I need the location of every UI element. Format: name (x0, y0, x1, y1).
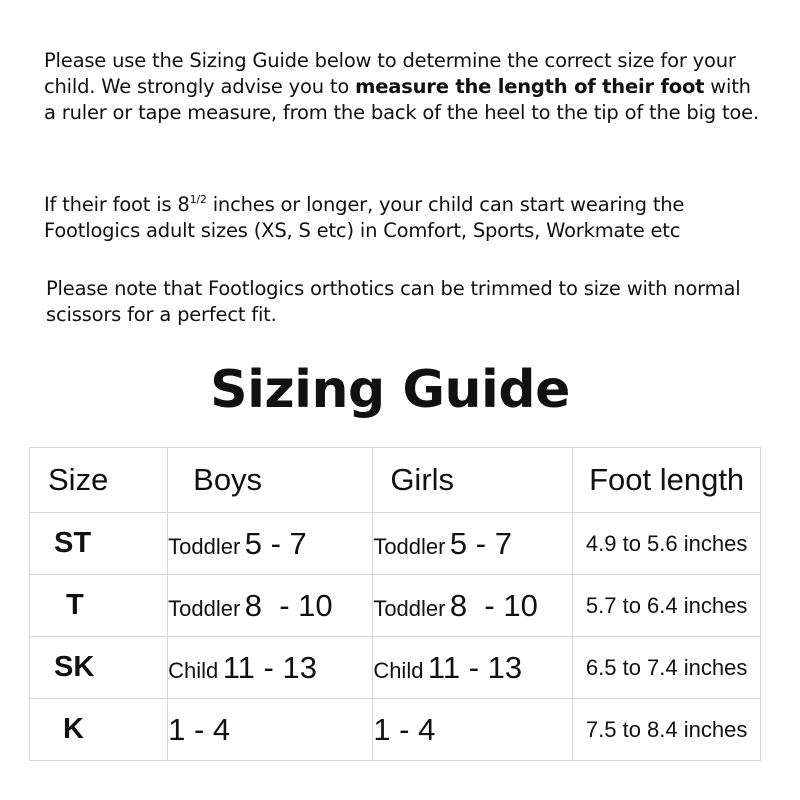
foot-length-cell: 4.9 to 5.6 inches (573, 513, 761, 575)
boys-cell (168, 575, 373, 637)
intro-text: with a ruler or tape measure, from the back of the heel to the tip of the big toe. (44, 75, 759, 124)
age-label: Toddler (373, 595, 446, 621)
superscript-fraction: 1/2 (189, 193, 207, 206)
size-range: 11 - 13 (427, 649, 523, 685)
intro-paragraph-measure (44, 48, 764, 126)
table-row (30, 513, 761, 575)
size-range: 1 - 4 (168, 711, 231, 747)
intro-text: Please use the Sizing Guide below to determine the correct size for your child. We strongly advise you to (44, 49, 736, 98)
header-girls: Girls (373, 448, 573, 513)
age-label: Toddler (168, 595, 241, 621)
intro-text: If their foot is 8 (44, 193, 190, 216)
table-row (30, 575, 761, 637)
age-label: Toddler (373, 533, 446, 559)
size-range: 1 - 4 (373, 711, 436, 747)
table-header-row (30, 448, 761, 513)
intro-bold-text: measure the length of their foot (355, 75, 705, 98)
header-boys: Boys (168, 448, 373, 513)
foot-length-cell: 5.7 to 6.4 inches (573, 575, 761, 637)
size-cell: SK (30, 637, 168, 699)
age-label: Child (373, 657, 424, 683)
size-range: 5 - 7 (449, 525, 512, 561)
sizing-table (29, 447, 761, 761)
girls-cell (373, 513, 573, 575)
size-range: 8 - 10 (244, 587, 333, 623)
size-cell: K (30, 699, 168, 761)
size-range: 8 - 10 (449, 587, 538, 623)
intro-paragraph-adult-sizes (44, 192, 764, 244)
header-size: Size (30, 448, 168, 513)
age-label: Child (168, 657, 219, 683)
age-label: Toddler (168, 533, 241, 559)
foot-length-cell: 6.5 to 7.4 inches (573, 637, 761, 699)
table-row (30, 637, 761, 699)
size-range: 11 - 13 (222, 649, 317, 685)
intro-paragraph-trimming: Please note that Footlogics orthotics can be trimmed to size with normal scissors for a perfect fit. (46, 277, 741, 326)
size-range: 5 - 7 (244, 525, 307, 561)
header-foot-length: Foot length (573, 448, 761, 513)
size-cell: ST (30, 513, 168, 575)
table-row (30, 699, 761, 761)
girls-cell (373, 637, 573, 699)
boys-cell (168, 513, 373, 575)
intro-text: inches or longer, your child can start wearing the Footlogics adult sizes (XS, S etc) in Comfort, Sports, Workmate etc (44, 193, 685, 242)
boys-cell (168, 699, 373, 761)
girls-cell (373, 699, 573, 761)
girls-cell (373, 575, 573, 637)
boys-cell (168, 637, 373, 699)
size-cell: T (30, 575, 168, 637)
sizing-guide-title: Sizing Guide (210, 360, 570, 420)
foot-length-cell: 7.5 to 8.4 inches (573, 699, 761, 761)
